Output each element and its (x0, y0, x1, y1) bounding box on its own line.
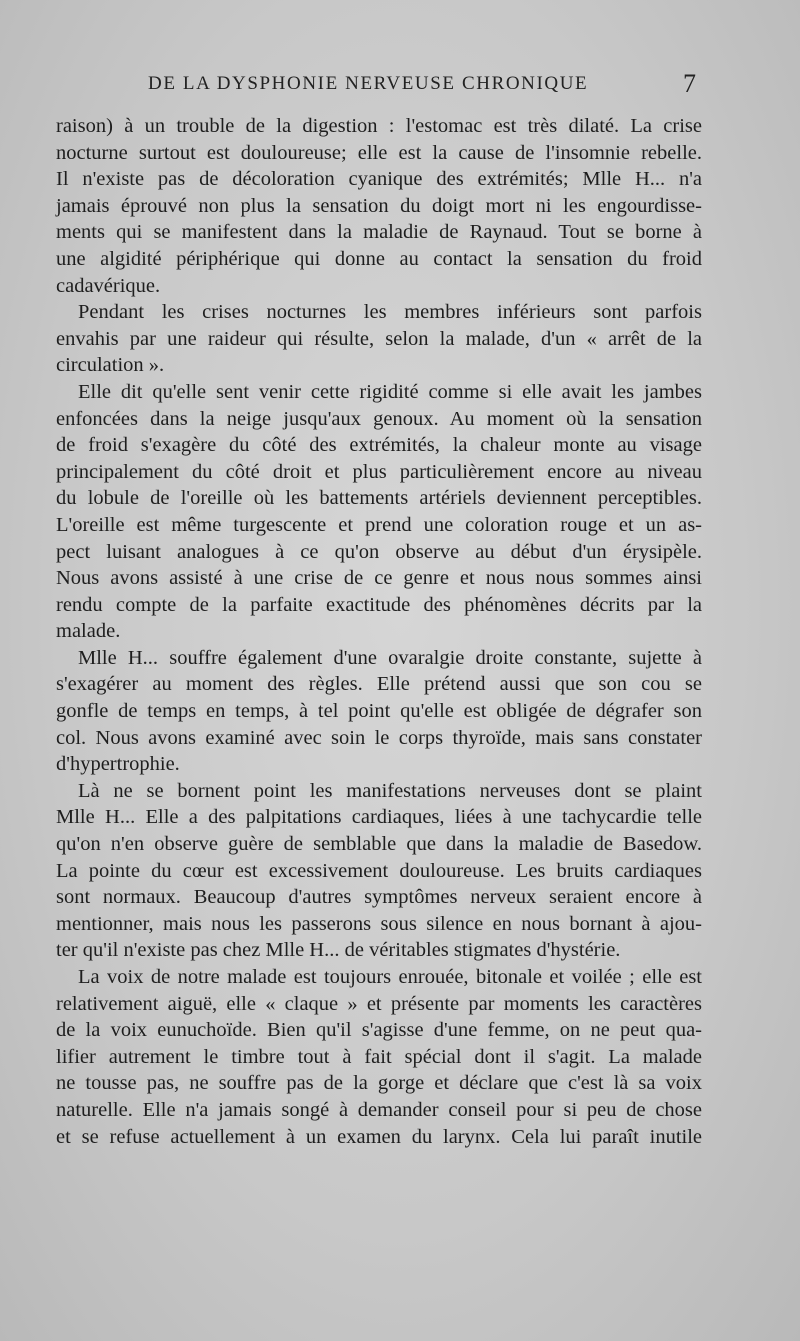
text-line: gonfle de temps en temps, à tel point qu'elle est obligée de dégrafer son (56, 700, 702, 723)
text-line: cadavérique. (56, 274, 161, 297)
text-line: principalement du côté droit et plus particulièrement encore au niveau (56, 460, 702, 483)
text-line: Mlle H... Elle a des palpitations cardiaques, liées à une tachycardie telle (56, 806, 702, 829)
text-line: L'oreille est même turgescente et prend une coloration rouge et un as- (56, 513, 702, 536)
text-line: mentionner, mais nous les passerons sous silence en nous bornant à ajou- (56, 912, 702, 935)
body-text (56, 113, 702, 1150)
text-line: circulation ». (56, 354, 165, 377)
text-line: de la voix eunuchoïde. Bien qu'il s'agisse d'une femme, on ne peut qua- (56, 1019, 702, 1042)
text-line: d'hypertrophie. (56, 753, 180, 776)
text-line: relativement aiguë, elle « claque » et présente par moments les caractères (56, 992, 702, 1015)
text-line: Pendant les crises nocturnes les membres inférieurs sont parfois (78, 301, 702, 324)
paragraph (56, 299, 702, 379)
paragraph (56, 778, 702, 964)
text-line: qu'on n'en observe guère de semblable que dans la maladie de Basedow. (56, 833, 702, 856)
paragraph (56, 964, 702, 1150)
text-line: La voix de notre malade est toujours enrouée, bitonale et voilée ; elle est (78, 966, 702, 988)
text-line: rendu compte de la parfaite exactitude des phénomènes décrits par la (56, 593, 702, 616)
text-line: envahis par une raideur qui résulte, selon la malade, d'un « arrêt de la (56, 327, 702, 350)
text-line: Mlle H... souffre également d'une ovaralgie droite constante, sujette à (78, 646, 702, 669)
text-line: pect luisant analogues à ce qu'on observe au début d'un érysipèle. (56, 540, 702, 563)
paragraph (56, 379, 702, 645)
text-line: du lobule de l'oreille où les battements artériels deviennent perceptibles. (56, 487, 702, 510)
text-line: et se refuse actuellement à un examen du larynx. Cela lui paraît inutile (56, 1125, 702, 1148)
text-line: lifier autrement le timbre tout à fait spécial dont il s'agit. La malade (56, 1045, 702, 1068)
text-line: nocturne surtout est douloureuse; elle est la cause de l'insomnie rebelle. (56, 141, 702, 164)
text-line: Elle dit qu'elle sent venir cette rigidité comme si elle avait les jambes (78, 380, 702, 403)
text-line: ter qu'il n'existe pas chez Mlle H... de véritables stigmates d'hystérie. (56, 939, 621, 962)
text-line: La pointe du cœur est excessivement douloureuse. Les bruits cardiaques (56, 859, 702, 882)
text-line: Nous avons assisté à une crise de ce genre et nous nous sommes ainsi (56, 567, 702, 590)
text-line: enfoncées dans la neige jusqu'aux genoux. Au moment où la sensation (56, 407, 702, 430)
text-line: s'exagérer au moment des règles. Elle prétend aussi que son cou se (56, 673, 702, 696)
text-line: col. Nous avons examiné avec soin le corps thyroïde, mais sans constater (56, 726, 702, 749)
text-line: raison) à un trouble de la digestion : l'estomac est très dilaté. La crise (56, 115, 702, 137)
text-line: naturelle. Elle n'a jamais songé à demander conseil pour si peu de chose (56, 1098, 702, 1121)
text-line: ne tousse pas, ne souffre pas de la gorge et déclare que c'est là sa voix (56, 1072, 702, 1095)
text-line: sont normaux. Beaucoup d'autres symptômes nerveux seraient encore à (56, 886, 702, 909)
text-line: de froid s'exagère du côté des extrémités, la chaleur monte au visage (56, 434, 702, 457)
text-line: une algidité périphérique qui donne au contact la sensation du froid (56, 247, 702, 270)
text-line: jamais éprouvé non plus la sensation du doigt mort ni les engourdisse- (56, 194, 702, 217)
text-line: malade. (56, 620, 121, 643)
page-number: 7 (683, 69, 696, 98)
paragraph (56, 645, 702, 778)
running-title: DE LA DYSPHONIE NERVEUSE CHRONIQUE (148, 73, 589, 94)
text-line: Là ne se bornent point les manifestations nerveuses dont se plaint (78, 779, 702, 802)
paragraph (56, 113, 702, 299)
text-line: Il n'existe pas de décoloration cyanique des extrémités; Mlle H... n'a (56, 168, 702, 191)
text-line: ments qui se manifestent dans la maladie de Raynaud. Tout se borne à (56, 221, 702, 244)
running-head (0, 69, 800, 103)
